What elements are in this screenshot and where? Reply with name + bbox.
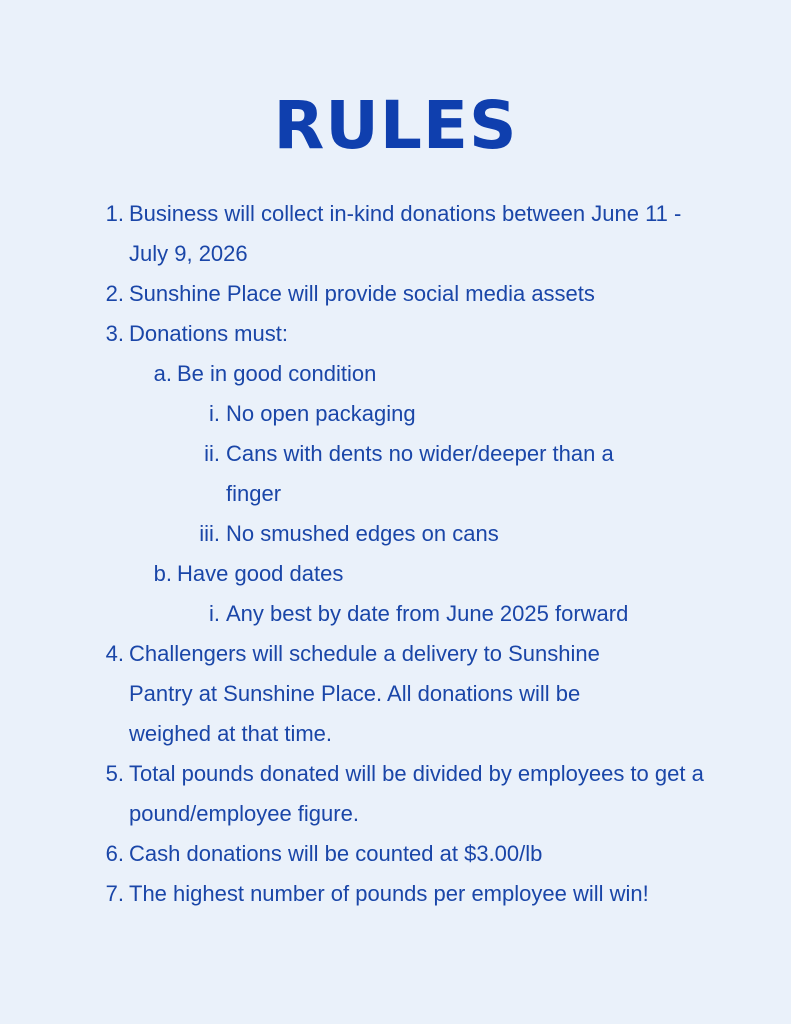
- rule-text: No smushed edges on cans: [226, 521, 499, 546]
- rule-item-2: [0, 274, 791, 314]
- rule-text: Cans with dents no wider/deeper than a finger: [226, 441, 614, 506]
- list-marker: a.: [153, 361, 172, 386]
- rule-subitem-a: [0, 354, 791, 394]
- rule-item-7: [0, 874, 791, 914]
- list-marker: 5.: [105, 761, 124, 786]
- rule-item-6: [0, 834, 791, 874]
- list-marker: i.: [209, 401, 220, 426]
- rule-text: Be in good condition: [177, 361, 377, 386]
- rule-item-1: [0, 194, 791, 274]
- rule-item-4: [0, 634, 791, 754]
- rule-text: Any best by date from June 2025 forward: [226, 601, 629, 626]
- rule-text: No open packaging: [226, 401, 416, 426]
- rule-item-5: [0, 754, 791, 834]
- list-marker: b.: [153, 561, 172, 586]
- list-marker: ii.: [204, 441, 220, 466]
- list-marker: 4.: [105, 641, 124, 666]
- rule-text: Challengers will schedule a delivery to Sunshine Pantry at Sunshine Place. All donations will be weighed at that time.: [129, 641, 600, 746]
- list-marker: 1.: [105, 201, 124, 226]
- rule-subsubitem-iii: [0, 514, 791, 554]
- list-marker: iii.: [199, 521, 220, 546]
- rule-item-3: [0, 314, 791, 354]
- rule-subsubitem-i: [0, 594, 791, 634]
- rule-text: Cash donations will be counted at $3.00/lb: [129, 841, 543, 866]
- rule-subsubitem-i: [0, 394, 791, 434]
- rule-subitem-b: [0, 554, 791, 594]
- list-marker: 3.: [105, 321, 124, 346]
- rule-text: Total pounds donated will be divided by employees to get a pound/employee figure.: [129, 761, 704, 826]
- rule-text: Business will collect in-kind donations between June 11 - July 9, 2026: [129, 201, 682, 266]
- list-marker: 2.: [105, 281, 124, 306]
- rule-text: Have good dates: [177, 561, 344, 586]
- list-marker: 7.: [105, 881, 124, 906]
- rule-subsubitem-ii: [0, 434, 791, 514]
- rules-list: [0, 194, 791, 914]
- list-marker: i.: [209, 601, 220, 626]
- rule-text: Donations must:: [129, 321, 288, 346]
- rule-text: The highest number of pounds per employee will win!: [129, 881, 649, 906]
- list-marker: 6.: [105, 841, 124, 866]
- page-title: RULES: [273, 87, 518, 164]
- rule-text: Sunshine Place will provide social media assets: [129, 281, 595, 306]
